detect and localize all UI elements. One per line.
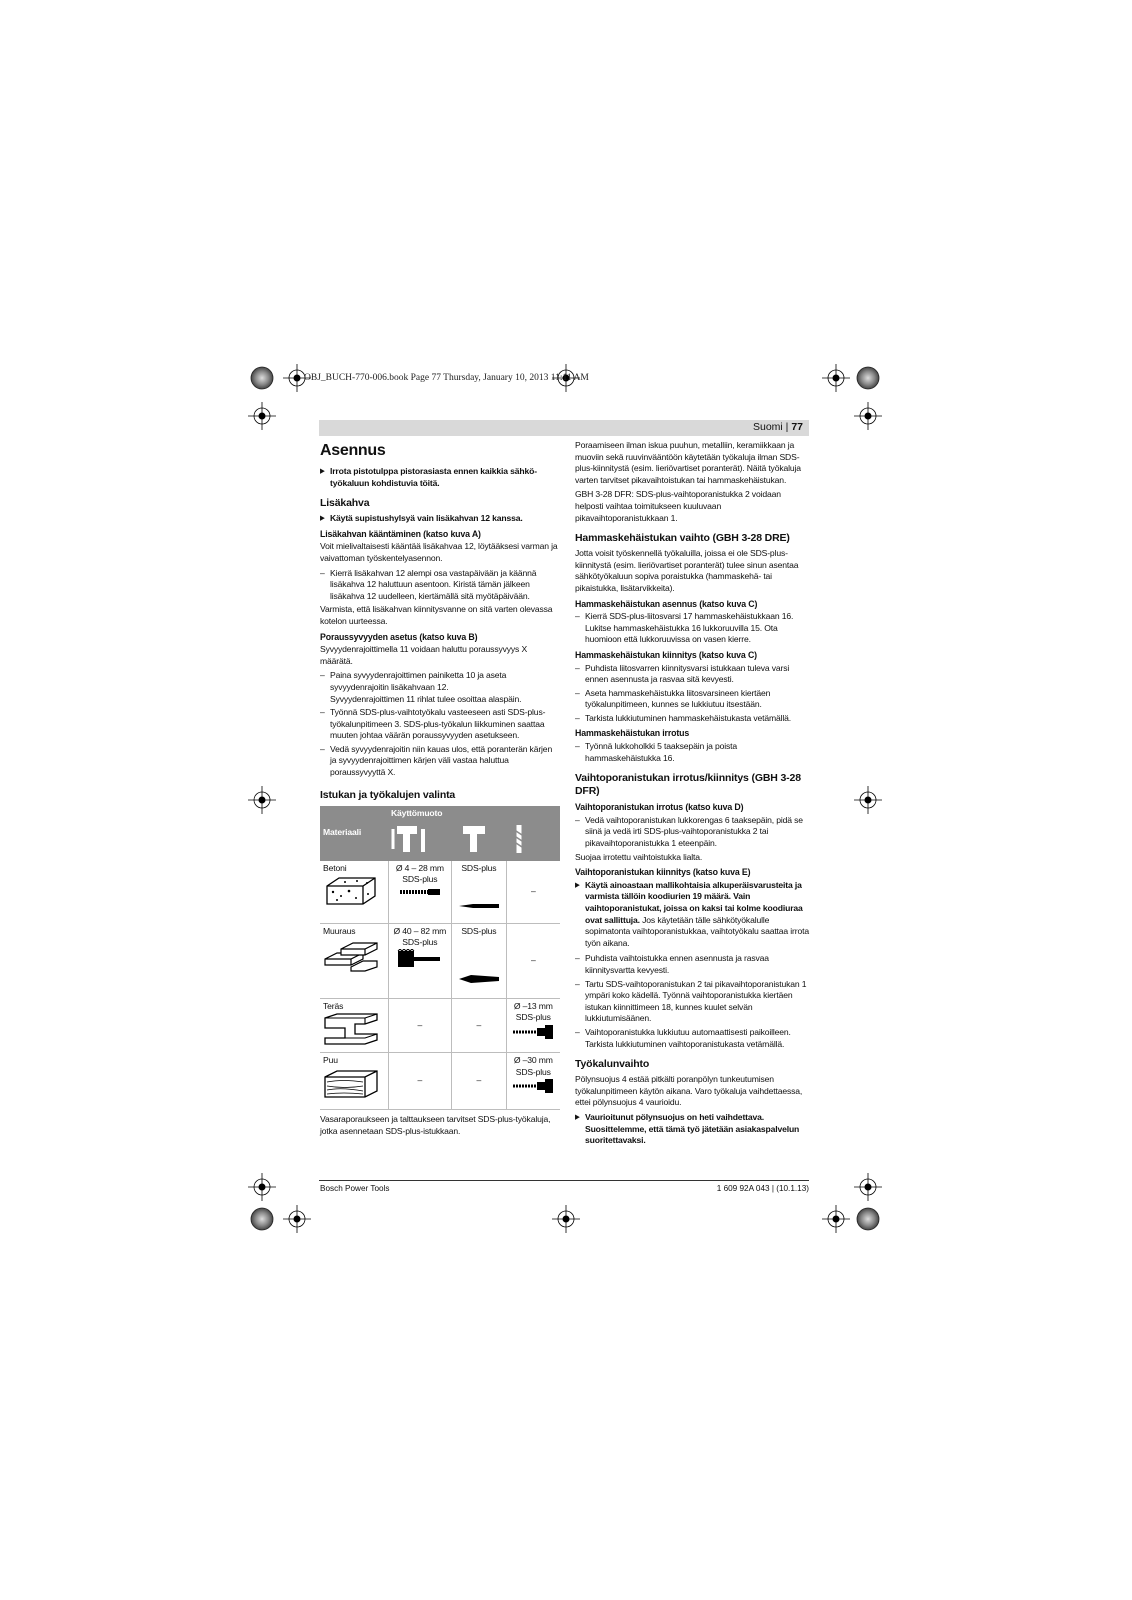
col-mode: Käyttömuoto [388, 806, 560, 822]
hammer-drill-bit-icon [398, 886, 442, 898]
flat-chisel-icon [457, 937, 501, 987]
heading-hammaskeha: Hammaskehäistukan vaihto (GBH 3-28 DRE) [575, 532, 790, 545]
paragraph: Suojaa irrotettu vaihtoistukka lialta. [575, 851, 703, 862]
material-name: Muuraus [323, 925, 356, 936]
subheading-irrotus: Hammaskehäistukan irrotus [575, 728, 690, 739]
table-row: Puu – – Ø –30 mm SDS-plus [320, 1053, 560, 1110]
material-name: Puu [323, 1055, 338, 1066]
list-item: – Kierrä SDS-plus-liitosvarsi 17 hammaskehäistukkaan 16. Lukitse hammaskehäistukka 16 lukkoruuvilla 15. Ota huomioon että lukkoruuvissa on vasen kierre. [575, 611, 811, 646]
list-item: – Paina syvyydenrajoittimen painiketta 10 ja aseta syvyydenrajoitin lisäkahvaan 12. Syvyydenrajoittimen 11 rihlat tulee osoittaa alaspäin. [320, 670, 560, 705]
heading-tyokalunvaihto: Työkalunvaihto [575, 1058, 650, 1071]
subheading-kiinnitys: Hammaskehäistukan kiinnitys (katso kuva C) [575, 649, 757, 660]
section-title: Asennus [320, 442, 386, 459]
heading-istukan: Istukan ja työkalujen valinta [320, 788, 456, 801]
hammer-drill-icon [388, 821, 452, 861]
subheading-poraussyvyys: Poraussyvyyden asetus (katso kuva B) [320, 631, 478, 642]
footer-docnumber: 1 609 92A 043 | (10.1.13) [716, 1184, 809, 1193]
right-column [575, 440, 811, 1151]
table-row: Muuraus Ø 40 – 82 mm SDS-plus SDS-plus – [320, 923, 560, 998]
wood-drill-chuck-icon [511, 1078, 555, 1094]
steel-beam-icon [323, 1012, 379, 1046]
heading-vaihtoporanistukka: Vaihtoporanistukan irrotus/kiinnitys (GBH 3-28 DFR) [575, 772, 801, 798]
list-item: – Aseta hammaskehäistukka liitosvarsineen kiertäen työkalunpitimeen, kunnes se lukkiutuu itsestään. [575, 688, 811, 711]
paragraph: Syvyydenrajoittimella 11 voidaan haluttu poraussyvyys X määrätä. [320, 644, 528, 666]
table-row: Teräs – – Ø –13 mm SDS-plus [320, 998, 560, 1052]
heading-lisakahva: Lisäkahva [320, 497, 370, 510]
list-item: – Työnnä SDS-plus-vaihtotyökalu vasteeseen asti SDS-plus-työkalunpitimeen 3. SDS-plus-työkalun liikkuminen saattaa muuten johtaa väärän poraussyvyyden asetukseen. [320, 707, 560, 742]
subheading-asennus: Hammaskehäistukan asennus (katso kuva C) [575, 598, 758, 609]
list-item: – Vedä vaihtoporanistukan lukkorengas 6 taaksepäin, pidä se siinä ja vedä irti SDS-plus-vaihtoporanistukka 2 tai pikavaihtoporanistukka 1 eteenpäin. [575, 815, 811, 850]
chisel-icon [452, 821, 506, 861]
list-item: – Puhdista liitosvarren kiinnitysvarsi istukkaan tuleva varsi ennen asennusta ja rasvaa sitä kevyesti. [575, 663, 811, 686]
warning-lisakahva: ▶ Käytä supistushylsyä vain lisäkahvan 12 kanssa. [320, 513, 560, 525]
paragraph: Poraamiseen ilman iskua puuhun, metalliin, keramiikkaan ja muoviin sekä ruuvinvääntöön käytetään työkaluja ilman SDS-plus-kiinnitystä (esim. lieriövartiset poranterät). Näitä työkaluja varten tarvitset pikavaihtoistukan tai hammaskehäistukan. [575, 440, 801, 485]
list-item: – Tartu SDS-vaihtoporanistukan 2 tai pikavaihtoporanistukan 1 ympäri koko kädellä. Työnnä vaihtoporanistukka kiertäen istukan kiinnittimeen 18, kunnes kuulet selvän lukkiutumisäänen. [575, 979, 811, 1025]
list-item: – Työnnä lukkoholkki 5 taaksepäin ja poista hammaskehäistukka 16. [575, 741, 811, 764]
warning-original-accessories: ▶ Käytä ainoastaan mallikohtaisia alkuperäisvarusteita ja varmista tällöin koodiurien 19 määrä. Vain vaihtoporanistukat, joissa on kaksi tai kolme koodiuraa ovat sallittuja. Jos käytetään tälle sähkötyökalulle sopimatonta vaihtoporanistukkaa, vaihtotyökalu saattaa irrota työn aikana. [575, 880, 811, 950]
paragraph: Pölynsuojus 4 estää pitkälti poranpölyn tunkeutumisen työkalunpitimeen käytön aikana. Varo työkaluja vaihdettaessa, ettei pölynsuojus 4 vaurioidu. [575, 1074, 803, 1108]
page-header: Suomi | 77 [752, 421, 803, 433]
left-column [320, 440, 560, 1140]
brick-icon [323, 937, 379, 973]
concrete-icon [323, 874, 379, 908]
subheading-vaihto-irrotus: Vaihtoporanistukan irrotus (katso kuva D) [575, 802, 744, 813]
page-number: 77 [791, 421, 803, 433]
tool-selection-table [320, 806, 560, 1110]
subheading-kaantaminen: Lisäkahvan kääntäminen (katso kuva A) [320, 528, 481, 539]
list-item: – Vaihtoporanistukka lukkiutuu automaattisesti paikoilleen. Tarkista lukkiutuminen vaihtoporanistukasta vetämällä. [575, 1027, 811, 1050]
material-name: Betoni [323, 862, 347, 873]
metal-drill-chuck-icon [511, 1024, 555, 1040]
list-item: – Kierrä lisäkahvan 12 alempi osa vastapäivään ja käännä lisäkahva 12 haluttuun asentoon. Kiristä tämän jälkeen lisäkahva 12 uudelleen, kiertämällä sitä myötäpäivään. [320, 568, 560, 603]
list-item: – Tarkista lukkiutuminen hammaskehäistukasta vetämällä. [575, 713, 811, 725]
list-item: – Vedä syvyydenrajoitin niin kauas ulos, että poranterän kärjen ja syvyydenrajoittimen kärjen väli vastaa haluttua poraussyvyyttä X. [320, 744, 560, 779]
book-info-line: OBJ_BUCH-770-006.book Page 77 Thursday, January 10, 2013 11:11 AM [304, 373, 589, 383]
pointed-chisel-icon [457, 874, 501, 914]
list-item: – Puhdista vaihtoistukka ennen asennusta ja rasvaa kiinnitysvartta kevyesti. [575, 953, 811, 976]
section-name: Suomi [752, 421, 783, 433]
paragraph: Varmista, että lisäkahvan kiinnitysvanne on sitä varten olevassa kotelon uurteessa. [320, 604, 553, 626]
paragraph: GBH 3-28 DFR: SDS-plus-vaihtoporanistukka 2 voidaan helposti vaihtaa toimitukseen kuuluvaan pikavaihtoporanistukkaan 1. [575, 489, 781, 523]
warning-dust-cover: ▶ Vaurioitunut pölynsuojus on heti vaihdettava. Suosittelemme, että tämä työ jätetään asiakaspalvelun suoritettavaksi. [575, 1112, 811, 1147]
footer-brand: Bosch Power Tools [320, 1184, 390, 1193]
paragraph: Jotta voisit työskennellä työkaluilla, joissa ei ole SDS-plus-kiinnitystä (esim. lieriövartiset poranterät) tulee sinun asentaa sähkötyökaluun sopiva poraistukka (hammaskehä- tai pikaistukka, lisätarvikkeita). [575, 548, 799, 593]
footer-divider [319, 1180, 809, 1181]
drill-icon [506, 821, 560, 861]
core-bit-icon [396, 949, 444, 969]
material-name: Teräs [323, 1000, 344, 1011]
subheading-vaihto-kiinnitys: Vaihtoporanistukan kiinnitys (katso kuva E) [575, 867, 751, 878]
paragraph: Vasaraporaukseen ja talttaukseen tarvitset SDS-plus-työkaluja, jotka asennetaan SDS-plus-istukkaan. [320, 1114, 551, 1136]
paragraph: Voit mielivaltaisesti kääntää lisäkahvaa 12, löytääksesi varman ja vaivattoman työskentelyasennon. [320, 541, 558, 563]
warning-unplug: ▶ Irrota pistotulppa pistorasiasta ennen kaikkia sähkö-työkaluun kohdistuvia töitä. [320, 466, 560, 489]
table-row: Betoni Ø 4 – 28 mm SDS-plus SDS-plus – [320, 861, 560, 924]
wood-icon [323, 1067, 379, 1101]
col-material: Materiaali [320, 806, 388, 861]
page-header-bar [319, 420, 809, 436]
